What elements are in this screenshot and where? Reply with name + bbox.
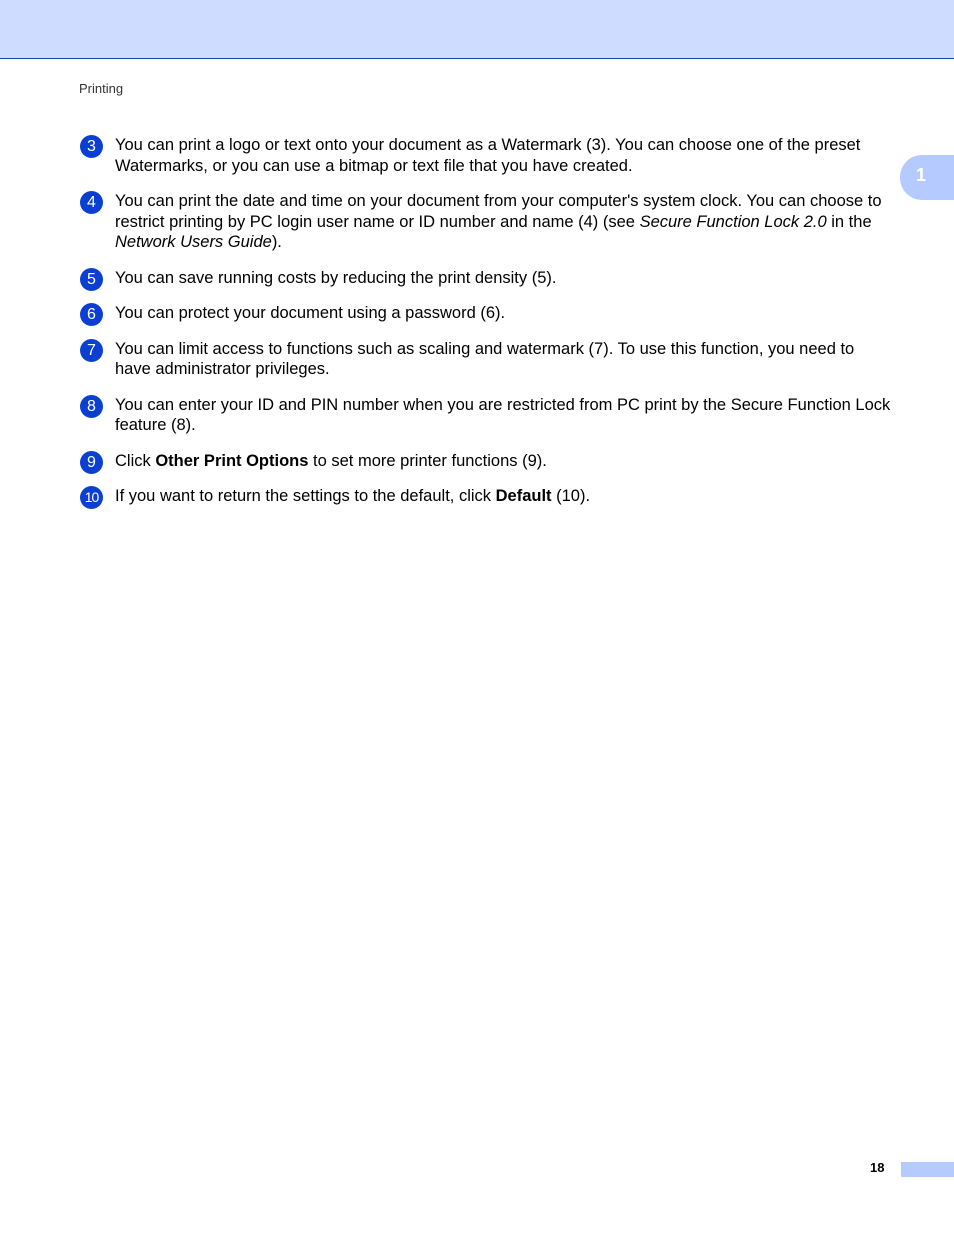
step-list [80, 135, 892, 522]
step-item [80, 135, 892, 176]
step-item [80, 191, 892, 253]
reference-guide: Network Users Guide [115, 233, 272, 251]
step-number-badge: 9 [80, 451, 103, 474]
step-item [80, 395, 892, 436]
step-text: If you want to return the settings to the default, click [115, 487, 496, 505]
step-text: (10). [551, 487, 591, 505]
step-text: You can protect your document using a password (6). [115, 304, 506, 322]
chapter-tab [900, 155, 954, 200]
step-item [80, 339, 892, 380]
page-number: 18 [870, 1160, 885, 1175]
step-number-badge: 6 [80, 303, 103, 326]
step-number-badge: 4 [80, 191, 103, 214]
footer-bar [901, 1162, 954, 1177]
step-text: to set more printer functions (9). [308, 451, 547, 470]
step-text: in the [826, 212, 872, 231]
step-text: You can print a logo or text onto your document as a Watermark (3). You can choose one of the preset Watermarks, or you can use a bitmap or text file that you have created. [115, 136, 861, 175]
step-number-badge: 7 [80, 339, 103, 362]
step-text: You can save running costs by reducing the print density (5). [115, 268, 557, 287]
ui-label-default: Default [495, 487, 552, 505]
step-number-badge: 3 [80, 135, 103, 158]
step-text: You can print the date and time on your document from your computer's system clock. You can choose to restrict printing by PC login user name or ID number and name (4) (see [115, 192, 882, 231]
step-item [80, 303, 892, 324]
step-text: You can enter your ID and PIN number when you are restricted from PC print by the Secure Function Lock feature (8). [115, 395, 891, 434]
step-text: ). [271, 233, 282, 251]
reference-title: Secure Function Lock 2.0 [639, 212, 827, 231]
step-text: Click [115, 451, 156, 470]
step-number-badge: 10 [80, 486, 103, 509]
step-item [80, 451, 892, 472]
step-number-badge: 5 [80, 268, 103, 291]
step-item [80, 268, 892, 289]
top-header-band [0, 0, 954, 59]
chapter-number: 1 [916, 165, 927, 185]
running-header: Printing [79, 81, 124, 96]
step-number-badge: 8 [80, 395, 103, 418]
ui-label-other-print-options: Other Print Options [155, 451, 309, 470]
step-text: You can limit access to functions such as scaling and watermark (7). To use this function, you need to have administrator privileges. [115, 339, 855, 378]
step-item [80, 486, 892, 507]
